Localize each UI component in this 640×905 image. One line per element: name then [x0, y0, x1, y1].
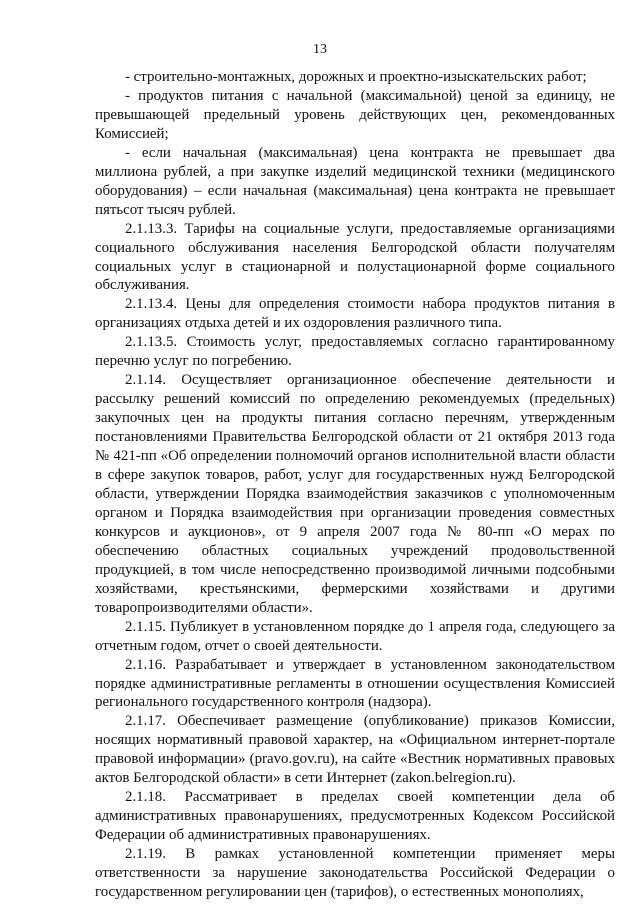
page-number: 13 — [313, 42, 327, 57]
paragraph-2-1-19: 2.1.19. В рамках установленной компетенции применяет меры ответственности за нарушение законодательства Российской Федерации о государственном регулировании цен (тарифов), о естественных монополиях, — [95, 846, 615, 900]
paragraph-food-products: - продуктов питания с начальной (максимальной) ценой за единицу, не превышающей предельный уровень действующих цен, рекомендованных Комиссией; — [95, 87, 615, 142]
paragraph-2-1-16: 2.1.16. Разрабатывает и утверждает в установленном законодательством порядке административные регламенты в отношении осуществления Комиссией регионального государственного контроля (надзора). — [95, 656, 615, 711]
document-body — [95, 68, 615, 902]
paragraph-contract-price: - если начальная (максимальная) цена контракта не превышает два миллиона рублей, а при закупке изделий медицинской техники (медицинского оборудования) – если начальная (максимальная) цена контракта не превышает пятьсот тысяч рублей. — [95, 144, 615, 218]
paragraph-2-1-14: 2.1.14. Осуществляет организационное обеспечение деятельности и рассылку решений комиссий по определению рекомендуемых (предельных) закупочных цен на продукты питания согласно перечням, утвержденным постановлениями Правительства Белгородской области от 21 октября 2013 года № 421-пп «Об определении полномочий органов исполнительной власти области в сфере закупок товаров, работ, услуг для государственных нужд Белгородской области, утверждении Порядка взаимодействия заказчиков с уполномоченным органом и Порядка взаимодействия при организации проведения совместных конкурсов и аукционов», от 9 апреля 2007 года № 80-пп «О мерах по обеспечению областных социальных учреждений продовольственной продукцией, в том числе непосредственно производимой личными подсобными хозяйствами, крестьянскими, фермерскими хозяйствами и другими товаропроизводителями области». — [95, 372, 615, 616]
paragraph-2-1-15: 2.1.15. Публикует в установленном порядке до 1 апреля года, следующего за отчетным годом, отчет о своей деятельности. — [95, 618, 615, 654]
paragraph-2-1-13-5: 2.1.13.5. Стоимость услуг, предоставляемых согласно гарантированному перечню услуг по погребению. — [95, 334, 615, 370]
paragraph-2-1-17: 2.1.17. Обеспечивает размещение (опубликование) приказов Комиссии, носящих нормативный правовой характер, на «Официальном интернет-портале правовой информации» (pravo.gov.ru), на сайте «Вестник нормативных правовых актов Белгородской области» в сети Интернет (zakon.belregion.ru). — [95, 713, 615, 787]
paragraph-construction-works: - строительно-монтажных, дорожных и проектно-изыскательских работ; — [125, 69, 587, 85]
paragraph-2-1-13-3: 2.1.13.3. Тарифы на социальные услуги, предоставляемые организациями социального обслуживания населения Белгородской области получателям социальных услуг в стационарной и полустационарной форме социального обслуживания. — [95, 220, 615, 294]
paragraph-2-1-13-4: 2.1.13.4. Цены для определения стоимости набора продуктов питания в организациях отдыха детей и их оздоровления различного типа. — [95, 296, 615, 332]
paragraph-2-1-18: 2.1.18. Рассматривает в пределах своей компетенции дела об административных правонарушениях, предусмотренных Кодексом Российской Федерации об административных правонарушениях. — [95, 789, 615, 844]
